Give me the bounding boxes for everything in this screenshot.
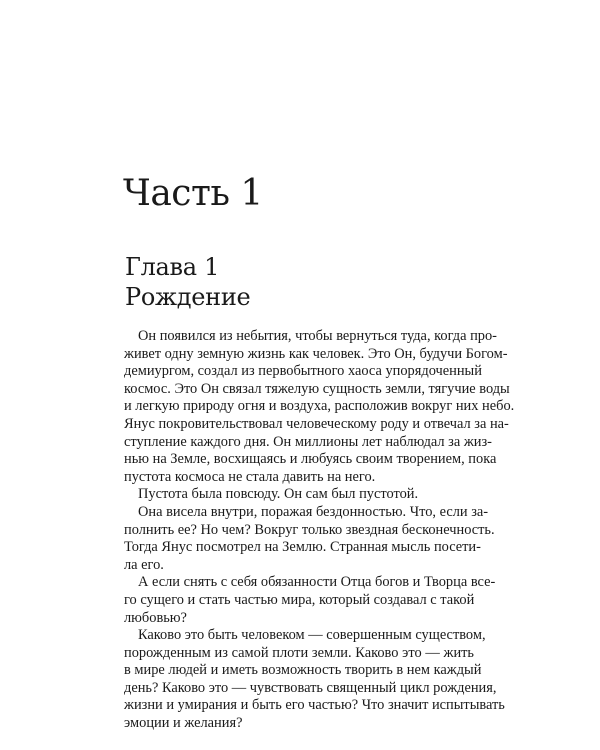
text-line: ступление каждого дня. Он миллионы лет наблюдал за жиз- <box>124 433 492 450</box>
text-line: Пустота была повсюду. Он сам был пустотой. <box>138 486 419 503</box>
text-line: А если снять с себя обязанности Отца богов и Творца все- <box>138 574 496 591</box>
text-line: любовью? <box>124 609 187 626</box>
text-line: полнить ее? Но чем? Вокруг только звездная бесконечность. <box>124 521 495 538</box>
text-line: порожденным из самой плоти земли. Каково это — жить <box>124 644 474 661</box>
text-line: и легкую природу огня и воздуха, расположив вокруг них небо. <box>124 398 515 415</box>
text-line: космос. Это Он связал тяжелую сущность земли, тягучие воды <box>124 380 510 397</box>
text-line: в мире людей и иметь возможность творить в нем каждый <box>124 662 482 679</box>
text-line: нью на Земле, восхищаясь и любуясь своим творением, пока <box>124 451 497 468</box>
text-line: Она висела внутри, поражая бездонностью. Что, если за- <box>138 503 489 520</box>
chapter-body-text <box>124 328 515 733</box>
text-line: жизни и умирания и быть его частью? Что значит испытывать <box>124 697 505 714</box>
text-line: Каково это быть человеком — совершенным существом, <box>138 627 486 644</box>
text-line: живет одну земную жизнь как человек. Это Он, будучи Богом- <box>124 345 508 362</box>
text-line: день? Каково это — чувствовать священный цикл рождения, <box>124 679 497 696</box>
text-line: демиургом, создал из первобытного хаоса упорядоченный <box>124 363 482 380</box>
part-title: Часть 1 <box>123 173 263 214</box>
text-line: Янус покровительствовал человеческому роду и отвечал за на- <box>124 415 509 432</box>
chapter-number: Глава 1 <box>125 253 220 281</box>
text-line: го сущего и стать частью мира, который создавал с такой <box>124 591 475 608</box>
text-line: пустота космоса не стала давить на него. <box>124 468 376 485</box>
text-line: ла его. <box>124 556 164 573</box>
text-line: Тогда Янус посмотрел на Землю. Странная мысль посети- <box>124 539 481 556</box>
chapter-heading <box>125 252 250 312</box>
text-line: эмоции и желания? <box>124 715 243 732</box>
chapter-title: Рождение <box>125 283 251 311</box>
text-line: Он появился из небытия, чтобы вернуться туда, когда про- <box>138 328 497 344</box>
